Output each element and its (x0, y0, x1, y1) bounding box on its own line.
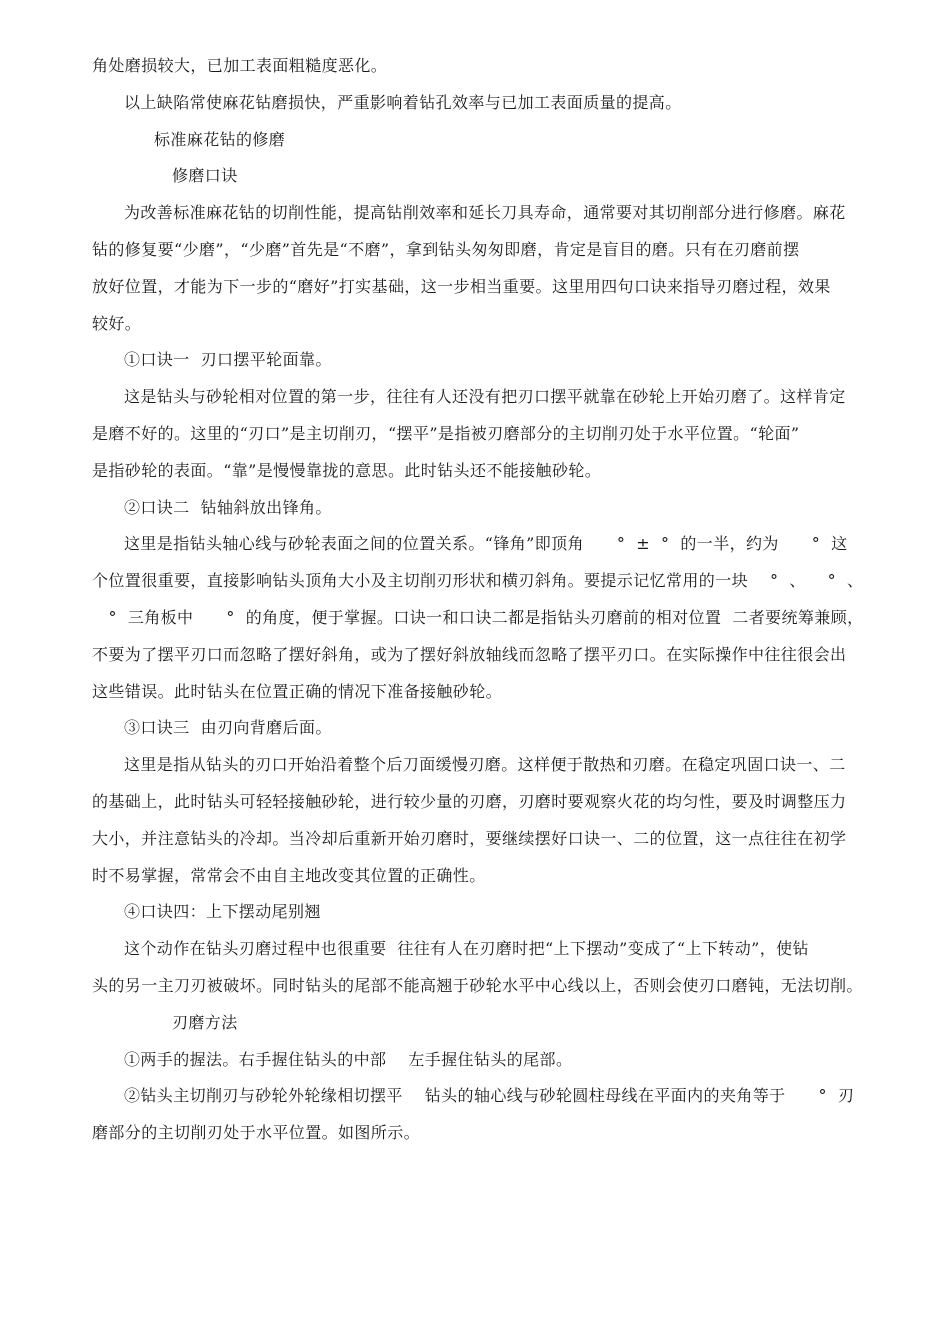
text-line: 这些错误。此时钻头在位置正确的情况下准备接触砂轮。 (92, 681, 503, 701)
list-item-heading: ①口诀一 刃口摆平轮面靠。 (124, 350, 332, 370)
text-line: 大小，并注意钻头的冷却。当冷却后重新开始刃磨时，要继续摆好口诀一、二的位置，这一点往往在初学 (92, 828, 847, 848)
list-item-heading: ④口诀四：上下摆动尾别翘 (124, 902, 321, 922)
subsection-heading: 修磨口诀 (172, 166, 238, 186)
text-line: 的基础上，此时钻头可轻轻接触砂轮，进行较少量的刃磨，刃磨时要观察火花的均匀性，要及时调整压力 (92, 791, 847, 811)
text-line: 不要为了摆平刃口而忽略了摆好斜角，或为了摆好斜放轴线而忽略了摆平刃口。在实际操作中往往很会出 (92, 644, 847, 664)
text-line: 这个动作在钻头刃磨过程中也很重要 往往有人在刃磨时把“上下摆动”变成了“上下转动”，使钻 (124, 939, 809, 959)
text-line: 这是钻头与砂轮相对位置的第一步，往往有人还没有把刃口摆平就靠在砂轮上开始刃磨了。这样肯定 (124, 387, 846, 407)
text-line: 时不易掌握，常常会不由自主地改变其位置的正确性。 (92, 865, 486, 885)
list-item: ①两手的握法。右手握住钻头的中部 左手握住钻头的尾部。 (124, 1049, 573, 1069)
text-line: 放好位置，才能为下一步的“磨好”打实基础，这一步相当重要。这里用四句口诀来指导刃磨过程，效果 (92, 276, 831, 296)
text-line: 以上缺陷常使麻花钻磨损快，严重影响着钻孔效率与已加工表面质量的提高。 (124, 92, 682, 112)
list-item-heading: ②口诀二 钻轴斜放出锋角。 (124, 497, 332, 517)
text-line: 较好。 (92, 313, 142, 333)
text-line: 是指砂轮的表面。“靠”是慢慢靠拢的意思。此时钻头还不能接触砂轮。 (92, 460, 602, 480)
list-item: ②钻头主切削刃与砂轮外轮缘相切摆平 钻头的轴心线与砂轮圆柱母线在平面内的夹角等于 ° 刃 (124, 1086, 855, 1106)
text-line: 是磨不好的。这里的“刃口”是主切削刃，“摆平”是指被刃磨部分的主切削刃处于水平位置。“轮面” (92, 423, 800, 443)
text-line: 角处磨损较大，已加工表面粗糙度恶化。 (92, 56, 388, 75)
list-item-heading: ③口诀三 由刃向背磨后面。 (124, 718, 332, 738)
text-line: ° 三角板中 ° 的角度，便于掌握。口诀一和口诀二都是指钻头刃磨前的相对位置 二者要统筹兼顾， (92, 607, 864, 627)
subsection-heading: 刃磨方法 (172, 1012, 238, 1032)
document-page (92, 48, 864, 1152)
text-line: 头的另一主刀刃被破坏。同时钻头的尾部不能高翘于砂轮水平中心线以上，否则会使刃口磨钝，无法切削。 (92, 975, 863, 995)
text-line: 这里是指钻头轴心线与砂轮表面之间的位置关系。“锋角”即顶角 ° ± ° 的一半，约为 ° 这 (124, 534, 848, 554)
text-line: 这里是指从钻头的刃口开始沿着整个后刀面缓慢刃磨。这样便于散热和刃磨。在稳定巩固口诀一、二 (124, 755, 846, 775)
text-line: 钻的修复要“少磨”，“少磨”首先是“不磨”，拿到钻头匆匆即磨，肯定是盲目的磨。只有在刃磨前摆 (92, 239, 800, 259)
text-line: 为改善标准麻花钻的切削性能，提高钻削效率和延长刀具寿命，通常要对其切削部分进行修磨。麻花 (124, 203, 846, 223)
section-heading: 标准麻花钻的修磨 (154, 129, 286, 149)
text-line: 个位置很重要，直接影响钻头顶角大小及主切削刃形状和横刃斜角。要提示记忆常用的一块 ° 、 ° 、 (92, 571, 864, 591)
text-line: 磨部分的主切削刃处于水平位置。如图所示。 (92, 1123, 421, 1143)
